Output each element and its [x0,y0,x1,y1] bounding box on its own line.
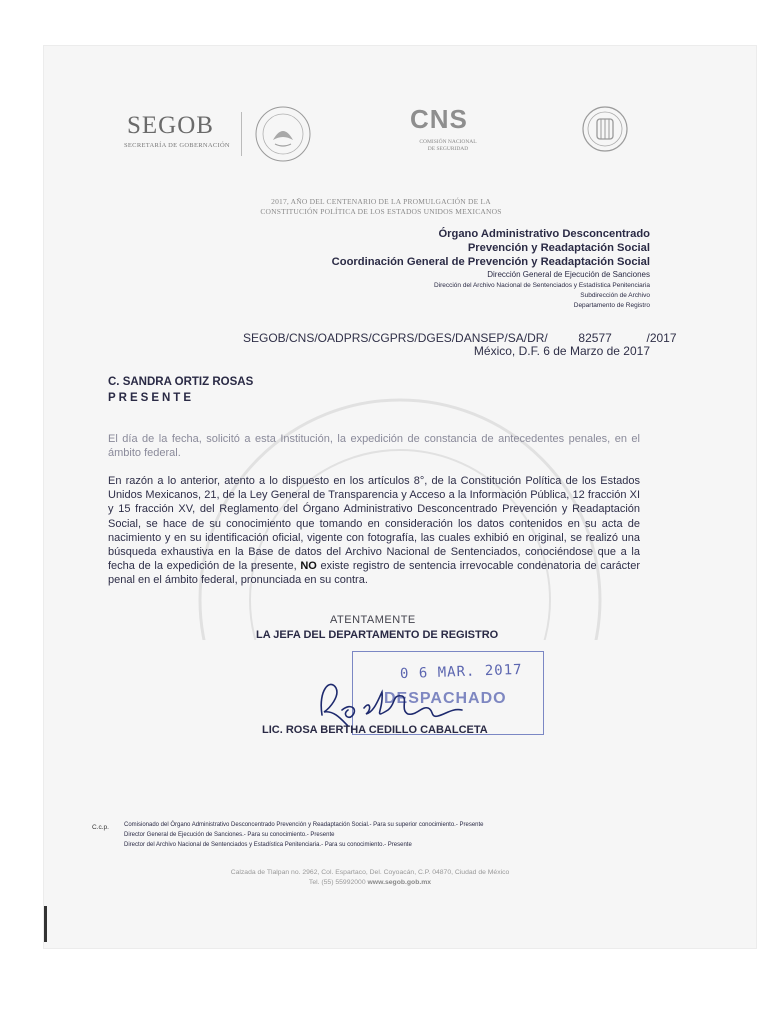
footer-contact [200,878,540,888]
body-paragraph-1: El día de la fecha, solicitó a esta Institución, la expedición de constancia de antecedentes penales, en el ámbito federal. [108,433,640,459]
header-direccion: Dirección General de Ejecución de Sanciones [487,270,650,279]
ccp-line-1: Comisionado del Órgano Administrativo Desconcentrado Prevención y Readaptación Social.- Para su superior conocimiento.- Presente [124,822,484,828]
cns-subtitle-line2: DE SEGURIDAD [427,146,469,152]
mexico-seal-icon [253,104,313,164]
header-subdireccion: Subdirección de Archivo [580,292,650,299]
body-paragraph-2-a: En razón a lo anterior, atento a lo dispuesto en los artículos 8°, de la Constitución Política de los Estados Unidos Mexicanos, 21, de la Ley General de Transparencia y Acceso a la Información Pública, 12 fracción XI y 15 fracción XV, del Reglamento del Órgano Administrativo Desconcentrado Prevención y Readaptación Social, se hace de su conocimiento que tomando en consideración los datos contenidos en su acta de nacimiento y en su identificación oficial, vigente con fotografía, las cuales exhibió en original, se realizó una búsqueda exhaustiva en la Base de datos del Archivo Nacional de Sentenciados, conociéndose que a la fecha de la expedición de la presente, [108,475,640,573]
closing-role: LA JEFA DEL DEPARTAMENTO DE REGISTRO [256,629,499,641]
logo-divider [241,112,242,156]
date-line: México, D.F. 6 de Marzo de 2017 [473,344,650,358]
header-prevencion: Prevención y Readaptación Social [467,242,650,254]
reference-year: /2017 [646,331,677,345]
prison-emblem-icon [580,104,630,154]
addressee-presente: PRESENTE [108,392,194,404]
header-archivo: Dirección del Archivo Nacional de Sentenciados y Estadística Penitenciaria [433,282,650,289]
segob-subtitle: SECRETARÍA DE GOBERNACIÓN [124,142,230,149]
segob-logo: SEGOB [127,112,214,139]
body-paragraph-2-b: existe registro de sentencia irrevocable condenatoria de carácter penal en el ámbito federal, pronunciada en su contra. [108,560,640,587]
header-organo: Órgano Administrativo Desconcentrado [438,228,650,240]
reference-line [243,331,677,345]
ccp-line-3: Director del Archivo Nacional de Sentenciados y Estadística Penitenciaria.- Para su conocimiento.- Presente [124,842,412,848]
ccp-label: C.c.p. [92,824,109,831]
body-paragraph-2 [108,474,640,588]
signer-name: LIC. ROSA BERTHA CEDILLO CABALCETA [262,724,488,736]
cns-subtitle [418,139,478,153]
year-motto-line2: CONSTITUCIÓN POLÍTICA DE LOS ESTADOS UNIDOS MEXICANOS [260,207,502,216]
footer-address: Calzada de Tlalpan no. 2962, Col. Espartaco, Del. Coyoacán, C.P. 04870, Ciudad de México [230,869,510,876]
footer-tel: Tel. (55) 55992000 [308,879,366,886]
footer-web: www.segob.gob.mx [367,879,432,886]
scan-edge [44,906,47,942]
header-coordinacion: Coordinación General de Prevención y Readaptación Social [331,256,650,268]
year-motto-line1: 2017, AÑO DEL CENTENARIO DE LA PROMULGACIÓN DE LA [271,197,491,206]
reference-number: 82577 [578,331,612,345]
ccp-line-2: Director General de Ejecución de Sanciones.- Para su conocimiento.- Presente [124,832,335,838]
footer [200,868,540,888]
addressee-name: C. SANDRA ORTIZ ROSAS [108,376,254,388]
stamp-word: DESPACHADO [384,690,507,707]
stamp-date: 0 6 MAR. 2017 [399,661,523,683]
reference-code: SEGOB/CNS/OADPRS/CGPRS/DGES/DANSEP/SA/DR/ [243,331,548,345]
body-paragraph-2-no: NO [300,560,317,573]
cns-logo: CNS [410,104,468,134]
closing-atentamente: ATENTAMENTE [330,614,416,626]
cns-subtitle-line1: COMISIÓN NACIONAL [419,139,477,145]
year-motto [226,197,536,217]
header-departamento: Departamento de Registro [573,302,650,309]
